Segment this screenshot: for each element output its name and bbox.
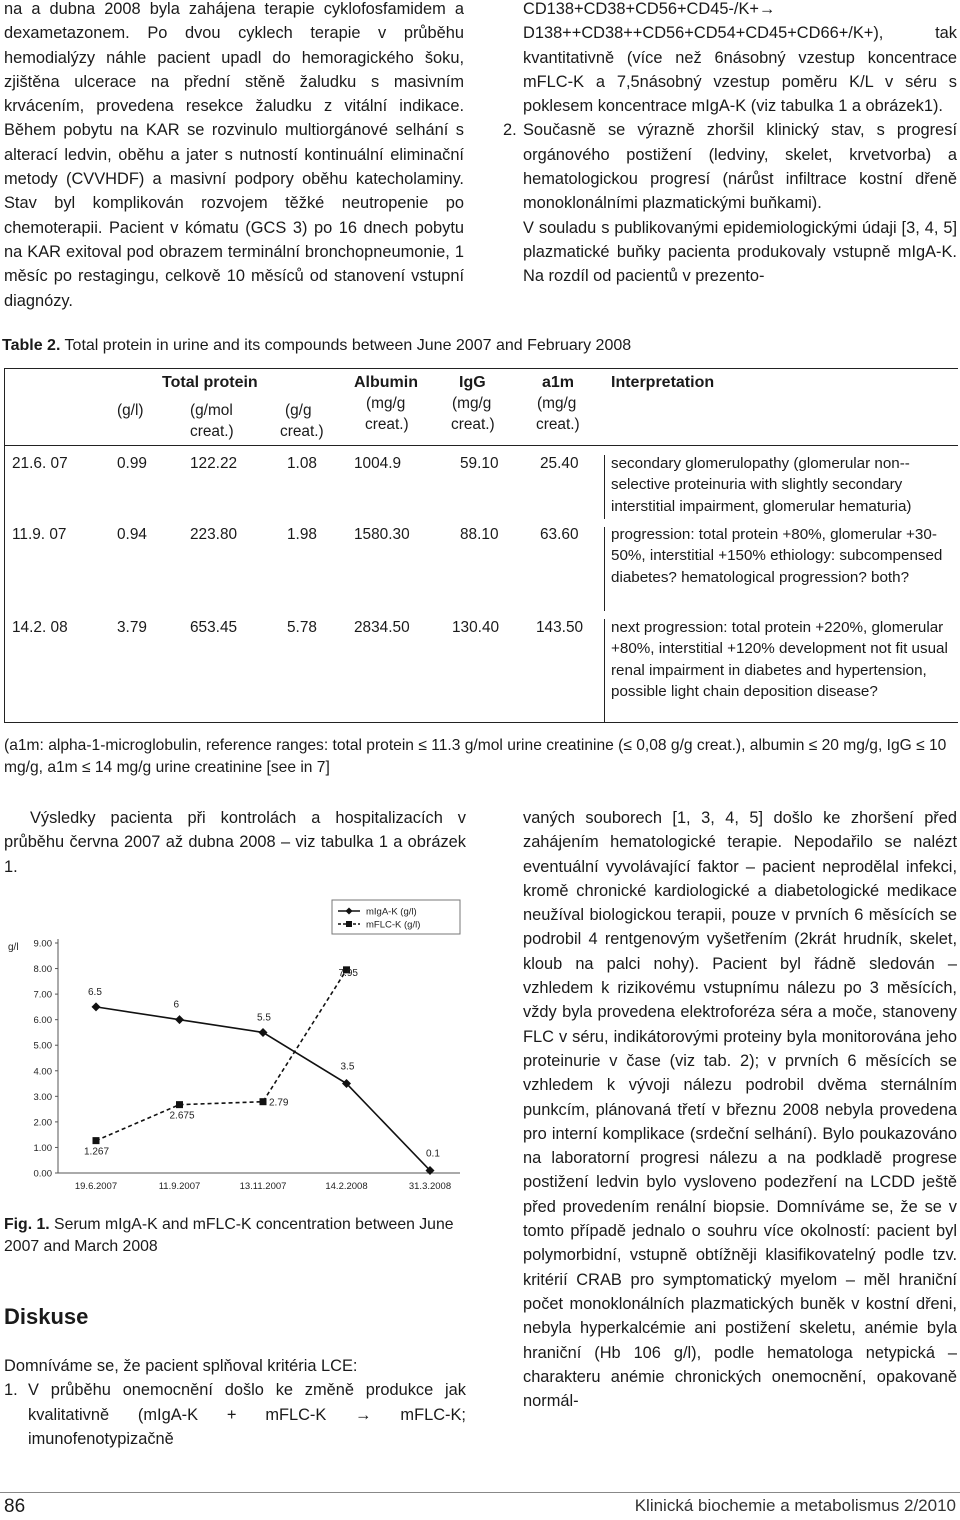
data-label: 7.95 bbox=[338, 967, 358, 979]
data-label: 3.5 bbox=[340, 1061, 355, 1073]
footer-rule bbox=[0, 1492, 960, 1493]
cell-value: 1580.30 bbox=[354, 526, 410, 543]
x-tick-label: 11.9.2007 bbox=[158, 1181, 201, 1192]
data-point bbox=[92, 1002, 101, 1011]
list-item-1-continuation: CD138+CD38+CD56+CD45-/K+→ D138++CD38++CD56+CD54+CD45+CD66+/K+), tak kvantitativně (více než 6násobný vzestup koncentrace mFLC-K a 7,5násobný vzestup poměru K/L v séru s poklesem koncentrace mIgA-K (viz tabulka 1 a obrázek1). bbox=[523, 0, 957, 116]
journal-name: Klinická biochemie a metabolismus 2/2010 bbox=[634, 1496, 956, 1515]
cell-value: 0.99 bbox=[117, 455, 147, 472]
y-tick-label: 4.00 bbox=[33, 1066, 52, 1078]
header-unit: creat.) bbox=[280, 423, 324, 440]
header-igg: IgG bbox=[459, 374, 486, 391]
table-separator bbox=[604, 455, 605, 519]
header-unit: (g/mol bbox=[190, 402, 233, 419]
cell-value: 223.80 bbox=[190, 526, 238, 543]
y-tick-label: 2.00 bbox=[33, 1117, 52, 1129]
cell-value: 25.40 bbox=[540, 455, 579, 472]
table-note: (a1m: alpha-1-microglobulin, reference ranges: total protein ≤ 11.3 g/mol urine creatinine (≤ 0,08 g/g creat.), albumin ≤ 20 mg/g, IgG ≤ 10 mg/g, a1m ≤ 14 mg/g urine creatinine [see in 7] bbox=[4, 737, 947, 776]
protein-table bbox=[4, 368, 958, 723]
header-unit: (mg/g bbox=[537, 395, 577, 412]
cell-date: 21.6. 07 bbox=[12, 455, 68, 472]
data-label: 2.79 bbox=[269, 1097, 289, 1109]
list-number: 1. bbox=[4, 1381, 18, 1400]
list-item-text: V průběhu onemocnění došlo ke změně produkce jak kvalitativně (mIgA-K + mFLC-K → mFLC-K; imunofenotypizačně bbox=[28, 1381, 466, 1448]
x-tick-label: 14.2.2008 bbox=[325, 1181, 368, 1192]
paragraph: Výsledky pacienta při kontrolách a hospitalizacích v průběhu června 2007 až dubna 2008 – viz tabulka 1 a obrázek 1. bbox=[4, 809, 466, 876]
table-rule-left bbox=[4, 368, 5, 723]
table-label: Table 2. bbox=[2, 337, 61, 354]
header-unit: creat.) bbox=[365, 416, 409, 433]
page-number: 86 bbox=[4, 1496, 26, 1517]
header-unit: (mg/g bbox=[452, 395, 492, 412]
list-item-1 bbox=[4, 1378, 466, 1451]
header-unit: (mg/g bbox=[366, 395, 406, 412]
body-text-right-bottom bbox=[523, 806, 957, 1413]
y-axis-label: g/l bbox=[8, 942, 19, 953]
data-point bbox=[259, 1028, 268, 1037]
header-unit: (g/l) bbox=[117, 402, 144, 419]
legend-label: mIgA-K (g/l) bbox=[366, 906, 417, 918]
list-item-2 bbox=[503, 118, 957, 215]
data-point bbox=[260, 1098, 267, 1105]
section-title: Diskuse bbox=[4, 1304, 89, 1329]
header-albumin: Albumin bbox=[354, 374, 418, 391]
table-caption bbox=[2, 337, 631, 355]
data-label: 2.675 bbox=[169, 1110, 195, 1122]
cell-interpretation: progression: total protein +80%, glomerular +30-50%, interstitial +150% ethiology: subcompensed diabetes? hematological progression? both? bbox=[611, 526, 943, 586]
cell-interpretation: next progression: total protein +220%, glomerular +80%, interstitial +120% development not fit usual renal impairment in diabetes and hypertension, possible light chain deposition disease? bbox=[611, 619, 948, 701]
cell-value: 0.94 bbox=[117, 526, 147, 543]
header-total-protein: Total protein bbox=[162, 374, 258, 391]
data-point bbox=[175, 1015, 184, 1024]
data-label: 6 bbox=[173, 999, 180, 1011]
header-unit: creat.) bbox=[190, 423, 234, 440]
body-text-left-bottom bbox=[4, 806, 466, 879]
data-label: 1.267 bbox=[84, 1146, 110, 1158]
paragraph: vaných souborech [1, 3, 4, 5] došlo ke zhoršení před zahájením hematologické terapie. Nepodařilo se nalézt eventuální vyvolávající faktor – pacient neprodělal infekci, kromě chronické kardiologické a diabetologické medikace neužíval biologickou terapii, pouze v prvních 6 měsících se podrobil 4 rentgenovým vyšetřením (2krát hrudník, skelet, kloub na palci nohy). Pacient byl řádně sledován – vzhledem k rizikovému vstupnímu nálezu po 3 měsících, vždy byla provedena elektroforéza séra a moče, stanoveny FLC v séru, indikátorovými proteiny byla monitorována jeho proteinurie v čase (viz tab. 2); v prvních 6 měsících se vzhledem k vývoji nálezu podrobil dvěma sternálním punkcím, plánovaná třetí v březnu 2008 nebyla provedena pro interní komplikace (srdeční selhání). Bylo poukazováno na laboratorní progresi nálezu a na podkladě progrese postižení ledvin bylo vysloveno podezření na LCDD ještě před provedením renální biopsie. Domníváme se, že se v tomto případě jednalo o souhru více okolností: pacient byl polymorbidní, vstupně obtížněji klasifikovatelný podle tzv. kritérií CRAB pro symptomatický myelom – měl hraniční počet monoklonálních plazmatických buněk v kostní dřeni, nebyla hyperkalcémie ani postižení skeletu, anémie byla hraniční (Hb 106 g/l), podle hematologa netypická – charakteru anémie chronických onemocnění, opakovaně normál- bbox=[523, 809, 957, 1411]
data-label: 0.1 bbox=[426, 1148, 440, 1160]
cell-value: 130.40 bbox=[452, 619, 500, 636]
figure-caption-text: Serum mIgA-K and mFLC-K concentration between June 2007 and March 2008 bbox=[4, 1216, 454, 1255]
table-separator bbox=[604, 619, 605, 723]
diskuse-text bbox=[4, 1354, 466, 1451]
cell-value: 143.50 bbox=[536, 619, 584, 636]
cell-value: 88.10 bbox=[460, 526, 499, 543]
table-rule-header bbox=[4, 445, 958, 446]
cell-value: 1004.9 bbox=[354, 455, 402, 472]
cell-value: 653.45 bbox=[190, 619, 238, 636]
cell-value: 122.22 bbox=[190, 455, 238, 472]
data-point bbox=[176, 1101, 183, 1108]
cell-value: 5.78 bbox=[287, 619, 317, 636]
y-tick-label: 8.00 bbox=[33, 964, 52, 976]
cell-date: 11.9. 07 bbox=[12, 526, 67, 543]
cell-value: 3.79 bbox=[117, 619, 147, 636]
x-tick-label: 31.3.2008 bbox=[408, 1181, 452, 1192]
y-tick-label: 7.00 bbox=[33, 989, 52, 1001]
table-rule-top bbox=[4, 368, 958, 369]
figure-1-chart bbox=[0, 890, 470, 1210]
x-tick-label: 19.6.2007 bbox=[74, 1181, 118, 1192]
y-tick-label: 6.00 bbox=[33, 1015, 52, 1027]
y-tick-label: 9.00 bbox=[33, 938, 52, 950]
cell-value: 63.60 bbox=[540, 526, 579, 543]
cell-interpretation: secondary glomerulopathy (glomerular non--selective proteinuria with slightly secondary interstitial impairment, glomerular hematuria) bbox=[611, 455, 912, 515]
y-tick-label: 0.00 bbox=[33, 1168, 52, 1180]
paragraph: Domníváme se, že pacient splňoval kritéria LCE: bbox=[4, 1357, 358, 1375]
data-label: 6.5 bbox=[88, 986, 102, 998]
table-rule-bottom bbox=[4, 722, 958, 723]
figure-label: Fig. 1. bbox=[4, 1216, 50, 1233]
table-caption-text: Total protein in urine and its compounds between June 2007 and February 2008 bbox=[60, 337, 632, 354]
series-line bbox=[96, 970, 347, 1141]
y-tick-label: 3.00 bbox=[33, 1091, 52, 1103]
body-text-right-top bbox=[503, 0, 957, 289]
cell-date: 14.2. 08 bbox=[12, 619, 68, 636]
y-tick-label: 5.00 bbox=[33, 1040, 52, 1052]
data-point bbox=[93, 1137, 100, 1144]
list-number: 2. bbox=[503, 121, 517, 140]
list-item-text: Současně se výrazně zhoršil klinický stav, s progresí orgánového postižení (ledviny, skelet, krvetvorba) a hematologickou progresí (nárůst infiltrace kostní dřeně monoklonálními plazmatickými buňkami). bbox=[523, 121, 957, 213]
data-label: 5.5 bbox=[257, 1012, 271, 1024]
cell-value: 59.10 bbox=[460, 455, 499, 472]
header-a1m: a1m bbox=[542, 374, 575, 391]
x-tick-label: 13.11.2007 bbox=[239, 1181, 287, 1192]
table-separator bbox=[604, 527, 605, 611]
cell-value: 2834.50 bbox=[354, 619, 410, 636]
paragraph: na a dubna 2008 byla zahájena terapie cyklofosfamidem a dexametazonem. Po dvou cyklech terapie v průběhu hemodialýzy náhle pacient upadl do hemoragického šoku, zjištěna ulcerace na přední stěně žaludku s masivním krvácením, provedena resekce žaludku z vitální indikace. Během pobytu na KAR se rozvinulo multiorgánové selhání s alterací ledvin, oběhu a jater s nutností kontinuální eliminační metody (CVVHDF) a masivní podpory oběhu katecholaminy. Stav byl komplikován rozvojem těžké neutropenie po chemoterapii. Pacient v kómatu (GCS 3) po 16 dnech pobytu na KAR exitoval pod obrazem terminální bronchopneumonie, 1 měsíc po restagingu, celkově 10 měsíců od stanovení vstupní diagnózy. bbox=[4, 0, 464, 310]
legend-marker bbox=[346, 921, 352, 927]
header-unit: creat.) bbox=[451, 416, 495, 433]
body-text-left-top bbox=[4, 0, 464, 313]
cell-value: 1.98 bbox=[287, 526, 317, 543]
cell-value: 1.08 bbox=[287, 455, 317, 472]
legend-label: mFLC-K (g/l) bbox=[366, 919, 421, 931]
header-unit: creat.) bbox=[536, 416, 580, 433]
y-tick-label: 1.00 bbox=[33, 1142, 52, 1154]
paragraph: V souladu s publikovanými epidemiologickými údaji [3, 4, 5] plazmatické buňky pacienta produkovaly vstupně mIgA-K. Na rozdíl od pacientů v prezento- bbox=[523, 218, 957, 286]
header-interpretation: Interpretation bbox=[611, 374, 715, 391]
header-unit: (g/g bbox=[285, 402, 312, 419]
figure-caption bbox=[4, 1214, 474, 1258]
